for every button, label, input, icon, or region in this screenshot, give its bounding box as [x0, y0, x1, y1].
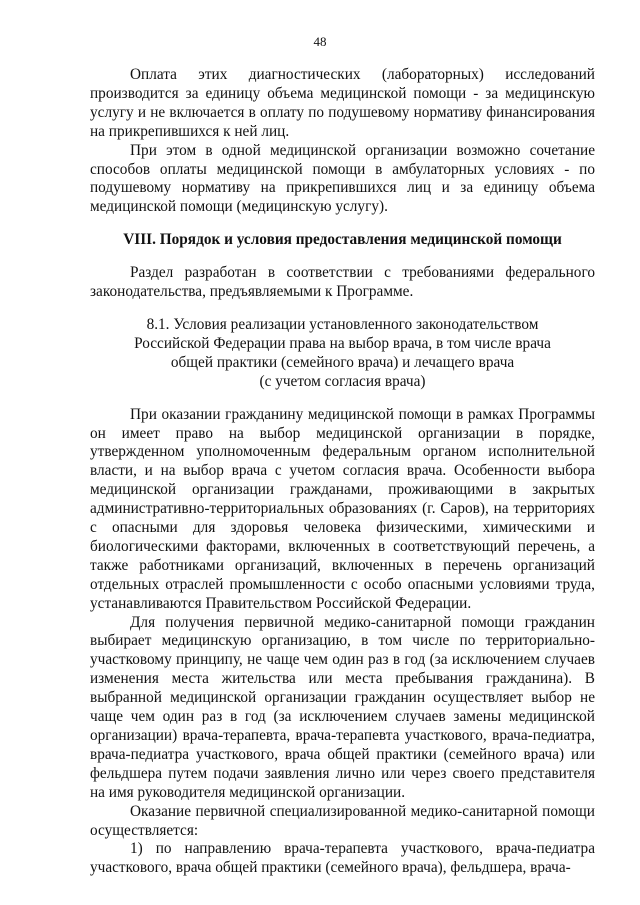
subsection-title-line: 8.1. Условия реализации установленного законодательством	[146, 315, 539, 333]
subsection-title-line: Российской Федерации права на выбор врача, в том числе врача	[134, 334, 551, 352]
page-number: 48	[313, 34, 327, 49]
subsection-title-line: (с учетом согласия врача)	[259, 372, 426, 390]
paragraph: При этом в одной медицинской организации возможно сочетание способов оплаты медицинской помощи в амбулаторных условиях - по подушевому нормативу на прикрепившихся лиц и за единицу объема медицинской помощи (медицинскую услугу).	[90, 141, 595, 216]
section-intro: Раздел разработан в соответствии с требованиями федерального законодательства, предъявляемыми к Программе.	[90, 264, 595, 301]
section-heading: VIII. Порядок и условия предоставления медицинской помощи	[123, 231, 562, 249]
list-item: 1) по направлению врача-терапевта участкового, врача-педиатра участкового, врача общей практики (семейного врача), фельдшера, врача-	[90, 840, 595, 877]
paragraph: Для получения первичной медико-санитарной помощи гражданин выбирает медицинскую организацию, в том числе по территориально-участковому принципу, не чаще чем один раз в год (за исключением случаев изменения места жительства или места пребывания гражданина). В выбранной медицинской организации гражданин осуществляет выбор не чаще чем один раз в год (за исключением случаев замены медицинской организации) врача-терапевта, врача-терапевта участкового, врача-педиатра, врача-педиатра участкового, врача общей практики (семейного врача) или фельдшера путем подачи заявления лично или через своего представителя на имя руководителя медицинской организации.	[90, 613, 595, 801]
paragraph: При оказании гражданину медицинской помощи в рамках Программы он имеет право на выбор медицинской организации в порядке, утвержденном уполномоченным федеральным органом исполнительной власти, и на выбор врача с учетом согласия врача. Особенности выбора медицинской организации гражданами, проживающими в закрытых административно-территориальных образованиях (г. Саров), на территориях с опасными для здоровья человека физическими, химическими и биологическими факторами, включенных в соответствующий перечень, а также работниками организаций, включенных в перечень организаций отдельных отраслей промышленности с особо опасными условиями труда, устанавливаются Правительством Российской Федерации.	[90, 405, 595, 612]
paragraph: Оказание первичной специализированной медико-санитарной помощи осуществляется:	[90, 802, 595, 839]
subsection-title	[90, 316, 595, 392]
paragraph: Оплата этих диагностических (лабораторных) исследований производится за единицу объема медицинской помощи - за медицинскую услугу и не включается в оплату по подушевому нормативу финансирования на прикрепившихся к ней лиц.	[90, 66, 595, 140]
page-content	[90, 66, 595, 878]
subsection-title-line: общей практики (семейного врача) и лечащего врача	[170, 353, 515, 371]
